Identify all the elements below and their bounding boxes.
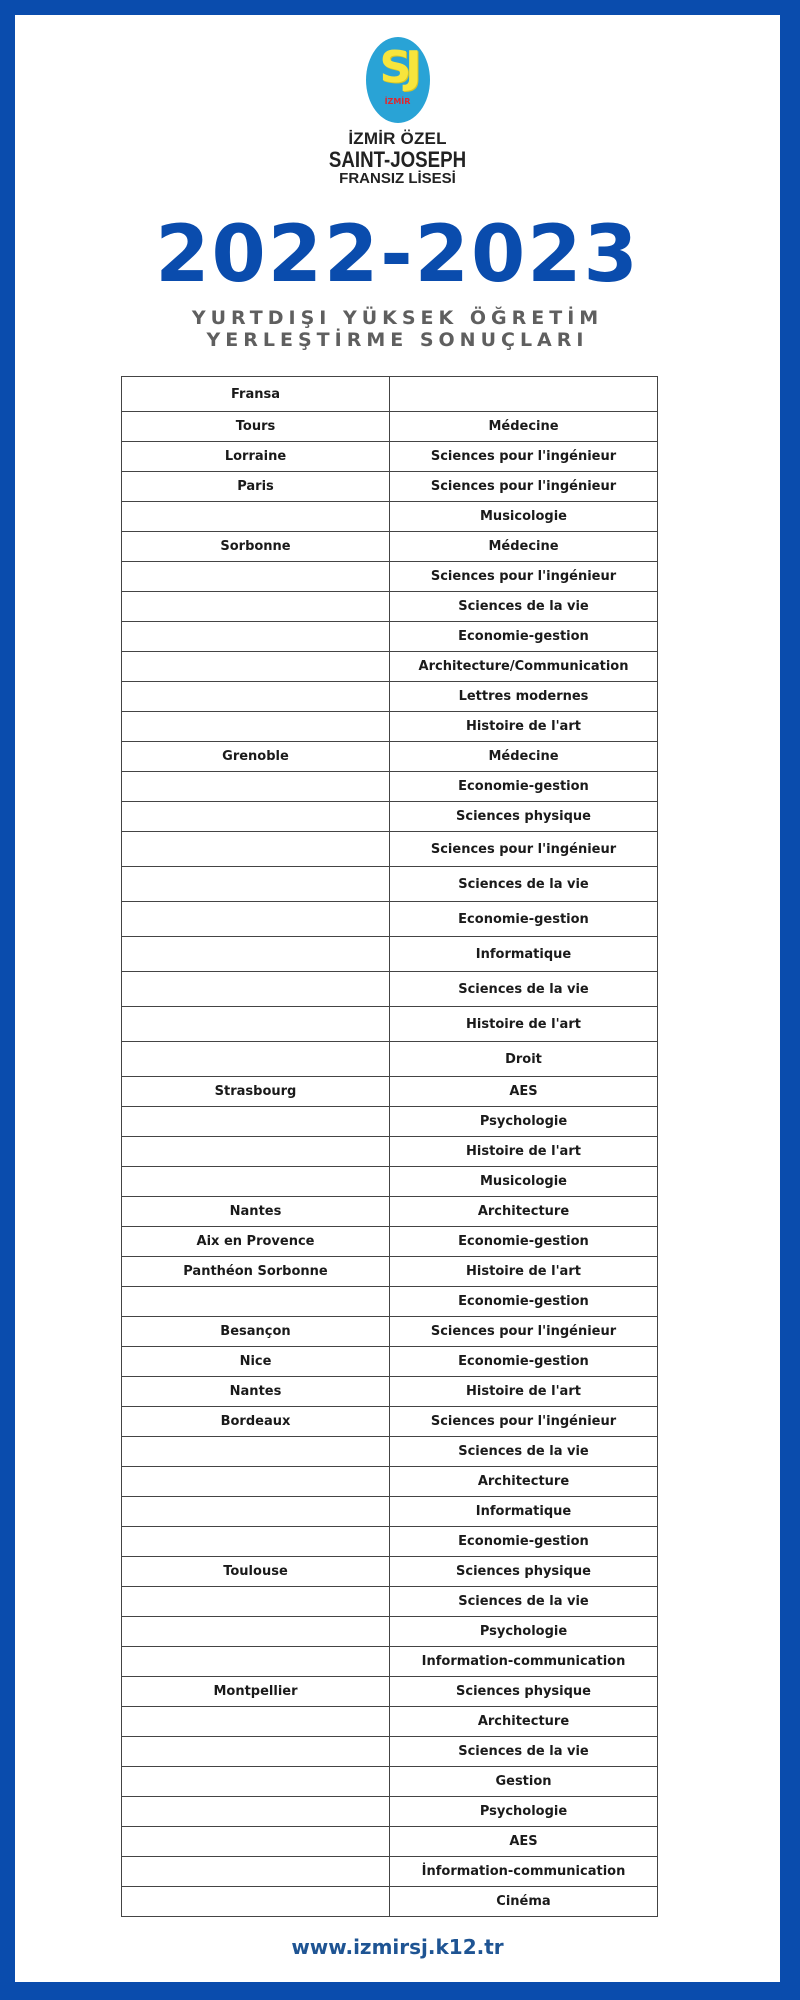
program-cell: Economie-gestion	[390, 772, 658, 802]
program-cell: Histoire de l'art	[390, 1377, 658, 1407]
table-row	[122, 682, 658, 712]
university-city-cell: Nantes	[122, 1197, 390, 1227]
table-row	[122, 1287, 658, 1317]
program-cell: Informatique	[390, 1497, 658, 1527]
program-cell: Sciences de la vie	[390, 592, 658, 622]
university-city-cell	[122, 1167, 390, 1197]
program-cell: Sciences pour l'ingénieur	[390, 562, 658, 592]
table-row	[122, 562, 658, 592]
table-row	[122, 802, 658, 832]
table-row	[122, 742, 658, 772]
program-cell: Architecture/Communication	[390, 652, 658, 682]
program-cell: Psychologie	[390, 1797, 658, 1827]
university-city-cell	[122, 902, 390, 937]
university-city-cell: Besançon	[122, 1317, 390, 1347]
university-city-cell	[122, 1827, 390, 1857]
logo-city-text: İZMİR	[384, 97, 411, 106]
program-cell: Cinéma	[390, 1887, 658, 1917]
program-cell: Médecine	[390, 742, 658, 772]
table-row	[122, 412, 658, 442]
table-row	[122, 1167, 658, 1197]
table-row	[122, 972, 658, 1007]
school-logo	[366, 37, 430, 123]
table-row	[122, 1257, 658, 1287]
placement-results-table	[121, 376, 658, 1917]
program-cell: Architecture	[390, 1467, 658, 1497]
university-city-cell	[122, 1467, 390, 1497]
university-city-cell	[122, 562, 390, 592]
table-row	[122, 622, 658, 652]
table-row	[122, 1077, 658, 1107]
table-row	[122, 1497, 658, 1527]
program-cell: Droit	[390, 1042, 658, 1077]
program-cell: Médecine	[390, 412, 658, 442]
university-city-cell	[122, 972, 390, 1007]
program-cell: Histoire de l'art	[390, 1257, 658, 1287]
program-cell: Histoire de l'art	[390, 1007, 658, 1042]
table-row	[122, 1587, 658, 1617]
university-city-cell: Sorbonne	[122, 532, 390, 562]
program-cell: Sciences pour l'ingénieur	[390, 1317, 658, 1347]
program-cell: Sciences physique	[390, 1557, 658, 1587]
university-city-cell	[122, 652, 390, 682]
university-city-cell	[122, 592, 390, 622]
university-city-cell	[122, 1137, 390, 1167]
table-row	[122, 1042, 658, 1077]
program-cell: İnformation-communication	[390, 1857, 658, 1887]
university-city-cell	[122, 832, 390, 867]
university-city-cell	[122, 712, 390, 742]
table-row	[122, 832, 658, 867]
program-cell: AES	[390, 1077, 658, 1107]
university-city-cell	[122, 1707, 390, 1737]
website-link[interactable]: www.izmirsj.k12.tr	[291, 1935, 504, 1959]
table-row	[122, 1707, 658, 1737]
table-row	[122, 1007, 658, 1042]
program-cell: Sciences pour l'ingénieur	[390, 832, 658, 867]
table-row	[122, 1857, 658, 1887]
university-city-cell: Lorraine	[122, 442, 390, 472]
table-row	[122, 1887, 658, 1917]
logo-monogram: SJ	[379, 42, 416, 93]
university-city-cell	[122, 1887, 390, 1917]
university-city-cell	[122, 622, 390, 652]
university-city-cell	[122, 1497, 390, 1527]
program-cell: AES	[390, 1827, 658, 1857]
university-city-cell	[122, 867, 390, 902]
poster	[15, 15, 780, 1982]
university-city-cell	[122, 1857, 390, 1887]
table-row	[122, 502, 658, 532]
university-city-cell	[122, 1007, 390, 1042]
university-city-cell	[122, 1587, 390, 1617]
program-cell: Sciences physique	[390, 802, 658, 832]
university-city-cell	[122, 1107, 390, 1137]
table-row	[122, 1557, 658, 1587]
table-row	[122, 532, 658, 562]
program-cell: Economie-gestion	[390, 902, 658, 937]
university-city-cell: Tours	[122, 412, 390, 442]
program-cell: Sciences pour l'ingénieur	[390, 442, 658, 472]
table-row	[122, 1227, 658, 1257]
program-cell: Musicologie	[390, 502, 658, 532]
page-subtitle: YURTDIŞI YÜKSEK ÖĞRETİM YERLEŞTİRME SONUÇLARI	[191, 307, 604, 351]
table-row	[122, 1377, 658, 1407]
program-cell: Economie-gestion	[390, 622, 658, 652]
table-row	[122, 1407, 658, 1437]
table-row	[122, 442, 658, 472]
university-city-cell	[122, 1527, 390, 1557]
university-city-cell	[122, 772, 390, 802]
program-cell: Economie-gestion	[390, 1287, 658, 1317]
table-row	[122, 1767, 658, 1797]
program-header	[390, 377, 658, 412]
table-row	[122, 1437, 658, 1467]
university-city-cell	[122, 802, 390, 832]
school-name-line3: FRANSIZ LİSESİ	[339, 169, 456, 187]
program-cell: Histoire de l'art	[390, 712, 658, 742]
program-cell: Histoire de l'art	[390, 1137, 658, 1167]
table-row	[122, 772, 658, 802]
school-name-line1: İZMİR ÖZEL	[348, 129, 447, 148]
table-row	[122, 1347, 658, 1377]
university-city-cell	[122, 1797, 390, 1827]
table-row	[122, 902, 658, 937]
program-cell: Economie-gestion	[390, 1527, 658, 1557]
program-cell: Sciences de la vie	[390, 1737, 658, 1767]
table-row	[122, 1827, 658, 1857]
table-row	[122, 1317, 658, 1347]
table-row	[122, 472, 658, 502]
table-row	[122, 592, 658, 622]
table-row	[122, 1137, 658, 1167]
university-city-cell: Strasbourg	[122, 1077, 390, 1107]
university-city-cell: Montpellier	[122, 1677, 390, 1707]
table-row	[122, 1737, 658, 1767]
university-city-cell	[122, 937, 390, 972]
program-cell: Architecture	[390, 1197, 658, 1227]
program-cell: Sciences physique	[390, 1677, 658, 1707]
program-cell: Information-communication	[390, 1647, 658, 1677]
university-city-cell: Paris	[122, 472, 390, 502]
program-cell: Sciences pour l'ingénieur	[390, 1407, 658, 1437]
program-cell: Informatique	[390, 937, 658, 972]
school-name	[15, 130, 780, 187]
program-cell: Sciences de la vie	[390, 867, 658, 902]
program-cell: Musicologie	[390, 1167, 658, 1197]
university-city-cell	[122, 1437, 390, 1467]
program-cell: Sciences de la vie	[390, 1437, 658, 1467]
table-row	[122, 1617, 658, 1647]
table-row	[122, 937, 658, 972]
university-city-cell: Panthéon Sorbonne	[122, 1257, 390, 1287]
program-cell: Lettres modernes	[390, 682, 658, 712]
university-city-cell	[122, 1042, 390, 1077]
table-row	[122, 1197, 658, 1227]
program-cell: Architecture	[390, 1707, 658, 1737]
program-cell: Economie-gestion	[390, 1347, 658, 1377]
program-cell: Sciences de la vie	[390, 972, 658, 1007]
university-city-cell: Grenoble	[122, 742, 390, 772]
university-city-cell: Nice	[122, 1347, 390, 1377]
table-row	[122, 1527, 658, 1557]
university-city-cell: Nantes	[122, 1377, 390, 1407]
table-row	[122, 867, 658, 902]
program-cell: Economie-gestion	[390, 1227, 658, 1257]
university-city-cell	[122, 1737, 390, 1767]
program-cell: Sciences pour l'ingénieur	[390, 472, 658, 502]
program-cell: Psychologie	[390, 1617, 658, 1647]
table-row	[122, 1647, 658, 1677]
university-city-cell: Bordeaux	[122, 1407, 390, 1437]
school-name-line2: SAINT-JOSEPH	[328, 146, 467, 172]
program-cell: Médecine	[390, 532, 658, 562]
university-city-cell	[122, 502, 390, 532]
table-row	[122, 1107, 658, 1137]
table-row	[122, 652, 658, 682]
table-row	[122, 1677, 658, 1707]
university-city-cell	[122, 1767, 390, 1797]
school-logo-block	[15, 37, 780, 187]
university-city-cell	[122, 1287, 390, 1317]
table-header-row	[122, 377, 658, 412]
table-row	[122, 1467, 658, 1497]
country-header: Fransa	[122, 377, 390, 412]
table-row	[122, 1797, 658, 1827]
table-row	[122, 712, 658, 742]
university-city-cell: Aix en Provence	[122, 1227, 390, 1257]
university-city-cell	[122, 682, 390, 712]
program-cell: Psychologie	[390, 1107, 658, 1137]
program-cell: Sciences de la vie	[390, 1587, 658, 1617]
program-cell: Gestion	[390, 1767, 658, 1797]
academic-year: 2022-2023	[155, 210, 640, 300]
university-city-cell: Toulouse	[122, 1557, 390, 1587]
university-city-cell	[122, 1647, 390, 1677]
university-city-cell	[122, 1617, 390, 1647]
